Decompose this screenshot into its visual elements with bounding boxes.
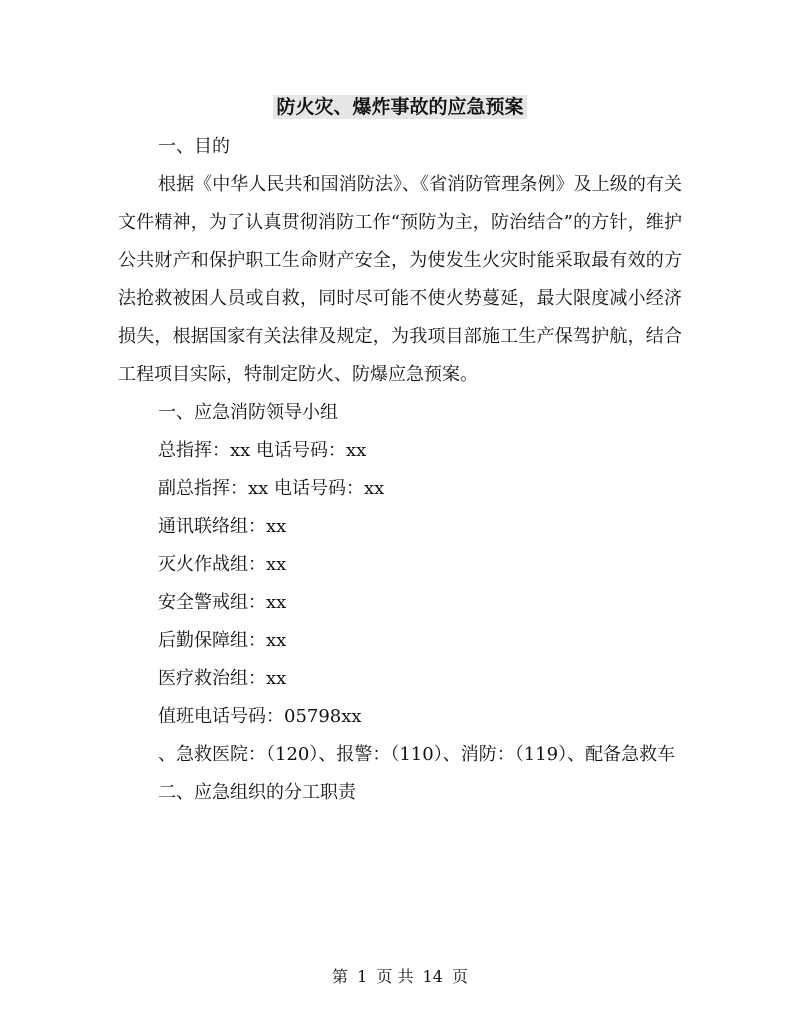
emergency-numbers-paragraph: 、急救医院：（120）、报警：（110）、消防：（119）、配备急救车 (158, 744, 676, 765)
current-page-number: 1 (357, 967, 368, 986)
firefighting-group-line: 灭火作战组：xx (158, 554, 287, 575)
page-footer (0, 963, 800, 991)
logistics-group-line: 后勤保障组：xx (158, 630, 287, 651)
security-group-line: 安全警戒组：xx (158, 592, 287, 613)
page-label-prefix: 第 (331, 967, 348, 986)
section-heading-purpose: 一、目的 (158, 136, 230, 157)
medical-group-line: 医疗救治组：xx (158, 668, 287, 689)
page-label-mid: 页 共 (376, 967, 414, 986)
total-pages-number: 14 (422, 967, 443, 986)
purpose-paragraph: 根据《中华人民共和国消防法》、《省消防管理条例》及上级的有关文件精神，为了认真贯彻消防工作“预防为主，防治结合”的方针，维护公共财产和保护职工生命财产安全，为使发生火灾时能采取最有效的方法抢救被困人员或自救，同时尽可能不使火势蔓延，最大限度减小经济损失，根据国家有关法律及规定，为我项目部施工生产保驾护航，结合工程项目实际，特制定防火、防爆应急预案。 (118, 174, 682, 385)
page-label-suffix: 页 (452, 967, 469, 986)
deputy-commander-line: 副总指挥：xx 电话号码：xx (158, 478, 385, 499)
communication-group-line: 通讯联络组：xx (158, 516, 287, 537)
document-title-text: 防火灾、爆炸事故的应急预案 (273, 95, 526, 119)
section-heading-leadership-group: 一、应急消防领导小组 (158, 402, 338, 423)
duty-phone-line: 值班电话号码：05798xx (158, 706, 362, 727)
document-body (118, 128, 682, 812)
section-heading-responsibilities: 二、应急组织的分工职责 (158, 782, 356, 803)
document-title (0, 92, 800, 122)
commander-line: 总指挥：xx 电话号码：xx (158, 440, 367, 461)
